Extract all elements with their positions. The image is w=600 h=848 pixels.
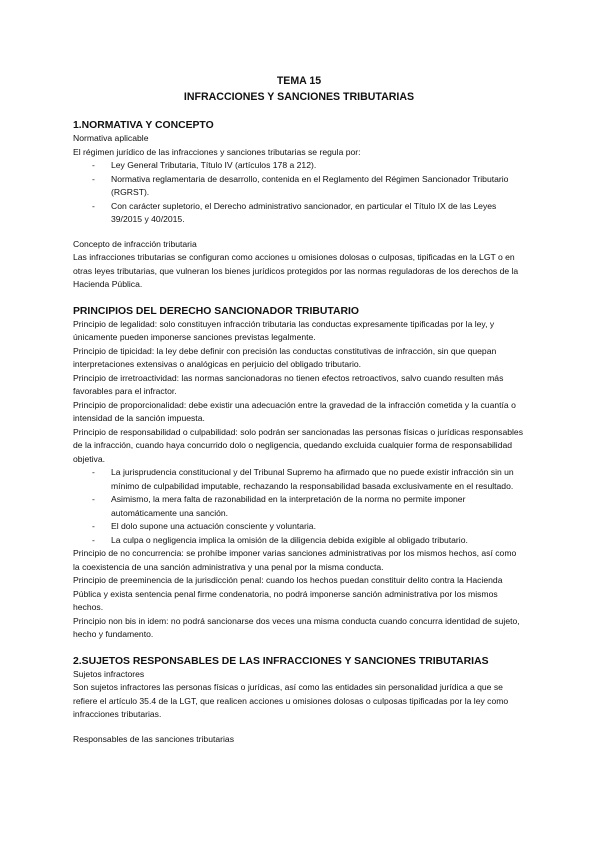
list-item: - La culpa o negligencia implica la omisión de la diligencia debida exigible al obligado tributario. xyxy=(73,534,525,548)
subheading-normativa-aplicable: Normativa aplicable xyxy=(73,133,149,143)
normativa-intro: El régimen jurídico de las infracciones y sanciones tributarias se regula por: xyxy=(73,146,361,157)
subheading-sujetos-infractores: Sujetos infractores xyxy=(73,668,145,679)
list-item: - Normativa reglamentaria de desarrollo, contenida en el Reglamento del Régimen Sancionador Tributario (RGRST). xyxy=(73,173,525,200)
section-heading-normativa: 1.NORMATIVA Y CONCEPTO xyxy=(73,120,214,131)
topic-number: TEMA 15 xyxy=(276,75,322,87)
subheading-concepto: Concepto de infracción tributaria xyxy=(73,238,197,249)
principio-irretroactividad: Principio de irretroactividad: las normas sancionadoras no tienen efectos retroactivos, salvo cuando resulten más favorables para el infractor. xyxy=(73,372,504,396)
principio-tipicidad: Principio de tipicidad: la ley debe definir con precisión las conductas constitutivas de infracción, sin que quepan interpretaciones extensivas o analógicas en perjuicio del obligado tributario. xyxy=(73,345,497,369)
subheading-responsables: Responsables de las sanciones tributarias xyxy=(73,733,234,744)
principio-preeminencia-penal: Principio de preeminencia de la jurisdicción penal: cuando los hechos puedan constituir delito contra la Hacienda Pública y exista sentencia penal firme condenatoria, no podrá imponerse sanción administrativa por los mismos hechos. xyxy=(73,575,503,612)
principio-no-concurrencia: Principio de no concurrencia: se prohíbe imponer varias sanciones administrativas por los mismos hechos, así como la coexistencia de una sanción administrativa y una penal por la misma conducta. xyxy=(73,548,517,572)
document-title: INFRACCIONES Y SANCIONES TRIBUTARIAS xyxy=(183,91,415,103)
list-item: - Con carácter supletorio, el Derecho administrativo sancionador, en particular el Título IX de las Leyes 39/2015 y 40/2015. xyxy=(73,200,525,227)
list-item: - Asimismo, la mera falta de razonabilidad en la interpretación de la norma no permite imponer automáticamente una sanción. xyxy=(73,493,525,520)
principio-responsabilidad: Principio de responsabilidad o culpabilidad: solo podrán ser sancionadas las personas físicas o jurídicas responsables de la infracción, cuando haya concurrido dolo o negligencia, quedando excluida cualquier forma de responsabilidad objetiva. xyxy=(73,426,524,464)
normativa-list xyxy=(73,159,525,227)
principio-non-bis-in-idem: Principio non bis in idem: no podrá sancionarse dos veces una misma conducta cuando concurra identidad de sujeto, hecho y fundamento. xyxy=(73,615,520,639)
list-item: - Ley General Tributaria, Título IV (artículos 178 a 212). xyxy=(73,159,525,173)
principio-legalidad: Principio de legalidad: solo constituyen infracción tributaria las conductas expresamente tipificadas por la ley, y únicamente pueden imponerse sanciones previstas legalmente. xyxy=(73,318,495,342)
section-heading-sujetos: 2.SUJETOS RESPONSABLES DE LAS INFRACCIONES Y SANCIONES TRIBUTARIAS xyxy=(73,655,489,667)
sujetos-paragraph: Son sujetos infractores las personas físicas o jurídicas, así como las entidades sin personalidad jurídica a que se refiere el artículo 35.4 de la LGT, que realicen acciones u omisiones dolosas o culposas tipificadas por la ley como infracciones tributarias. xyxy=(73,682,509,719)
responsabilidad-list xyxy=(73,466,525,547)
document-page xyxy=(73,73,525,746)
principio-proporcionalidad: Principio de proporcionalidad: debe existir una adecuación entre la gravedad de la infracción cometida y la cuantía o intensidad de la sanción impuesta. xyxy=(73,399,516,423)
section-heading-principios: PRINCIPIOS DEL DERECHO SANCIONADOR TRIBUTARIO xyxy=(73,305,359,317)
list-item: - El dolo supone una actuación consciente y voluntaria. xyxy=(73,520,525,534)
list-item: - La jurisprudencia constitucional y del Tribunal Supremo ha afirmado que no puede existir infracción sin un mínimo de culpabilidad imputable, rechazando la responsabilidad basada exclusivamente en el resultado. xyxy=(73,466,525,493)
concepto-paragraph: Las infracciones tributarias se configuran como acciones u omisiones dolosas o culposas, tipificadas en la LGT o en otras leyes tributarias, que vulneran los bienes jurídicos protegidos por las normas reguladoras de los derechos de la Hacienda Pública. xyxy=(73,252,519,289)
